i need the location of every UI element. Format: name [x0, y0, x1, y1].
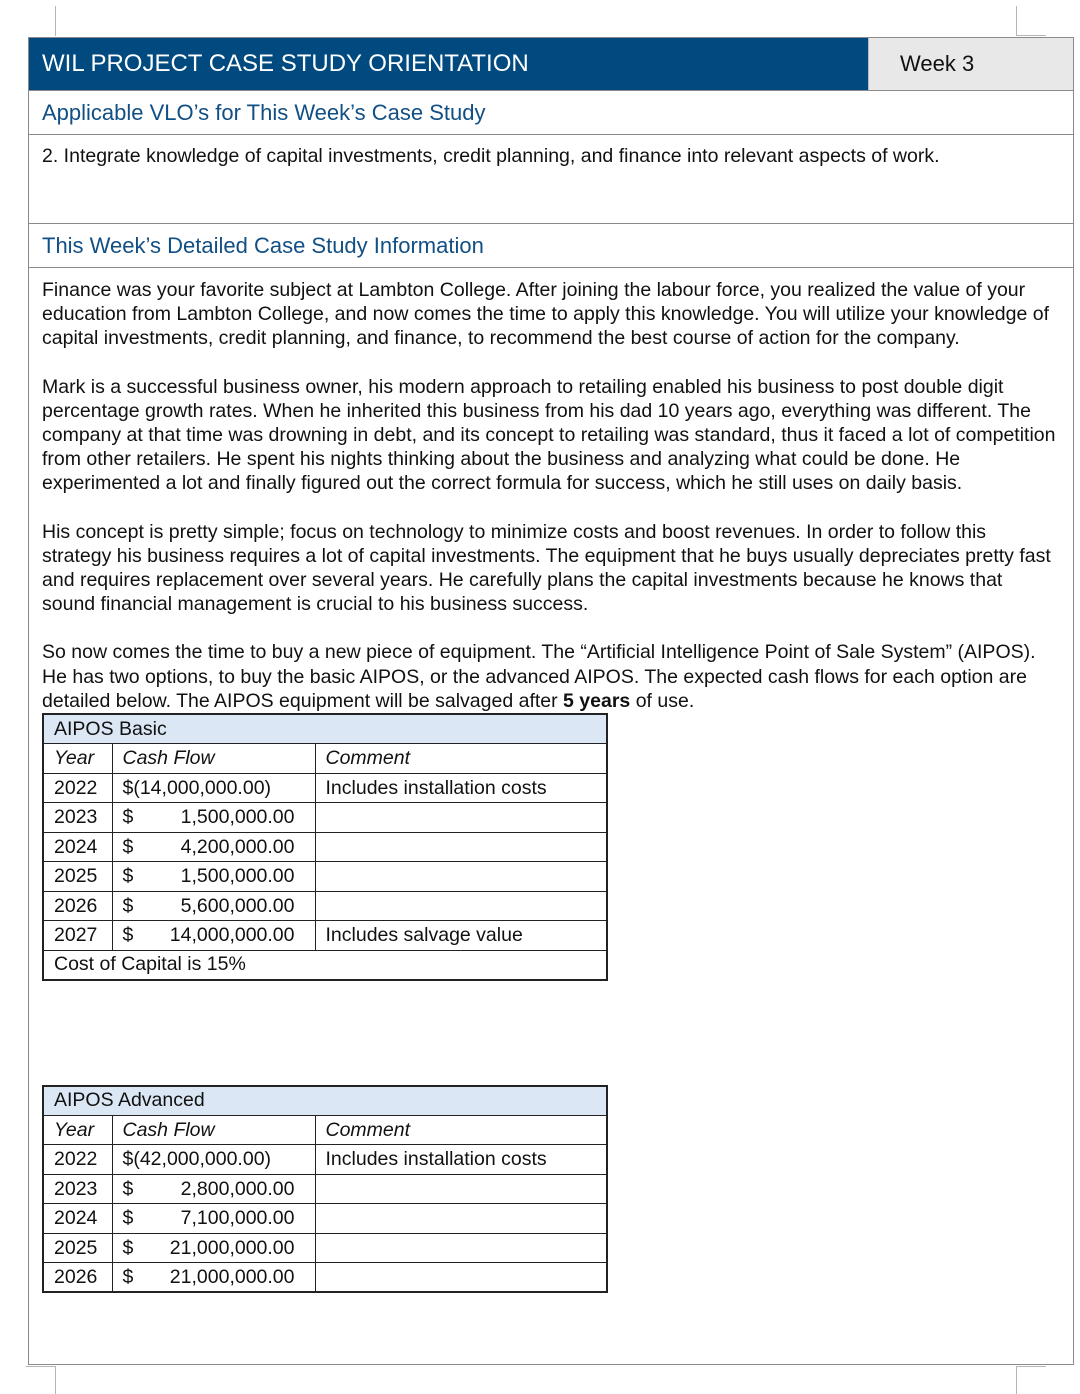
currency-symbol: $ — [122, 806, 134, 829]
cash-flow-cell — [112, 832, 315, 862]
year-cell: 2023 — [43, 1174, 112, 1204]
table-row — [43, 773, 607, 803]
cash-flow-amount: 5,600,000.00 — [180, 894, 295, 917]
cash-flow-cell — [112, 773, 315, 803]
table-title: AIPOS Advanced — [43, 1086, 607, 1116]
comment-cell: Includes salvage value — [315, 921, 607, 951]
vlo-heading: Applicable VLO’s for This Week’s Case Study — [29, 91, 1073, 135]
year-cell: 2027 — [43, 921, 112, 951]
cash-flow-cell — [112, 1174, 315, 1204]
paragraph — [42, 640, 1060, 713]
currency-symbol: $ — [122, 1236, 134, 1259]
cash-flow-cell — [112, 1204, 315, 1234]
comment-cell — [315, 803, 607, 833]
column-header-year: Year — [43, 1115, 112, 1145]
year-cell: 2026 — [43, 1263, 112, 1293]
table-row — [43, 1263, 607, 1293]
currency-symbol: $ — [122, 865, 134, 888]
cash-flow-cell — [112, 1233, 315, 1263]
title-bar — [29, 38, 1073, 91]
comment-cell — [315, 1204, 607, 1234]
table-row — [43, 1204, 607, 1234]
table-footer-row — [43, 950, 607, 980]
table-row — [43, 921, 607, 951]
year-cell: 2026 — [43, 891, 112, 921]
document-title: WIL PROJECT CASE STUDY ORIENTATION — [29, 38, 868, 90]
corner-mark — [55, 1366, 56, 1394]
comment-cell — [315, 1263, 607, 1293]
comment-cell — [315, 862, 607, 892]
comment-cell: Includes installation costs — [315, 773, 607, 803]
cash-flow-amount: $(14,000,000.00) — [122, 776, 272, 799]
year-cell: 2022 — [43, 1145, 112, 1175]
detail-heading: This Week’s Detailed Case Study Information — [29, 224, 1073, 268]
corner-mark — [1016, 35, 1046, 36]
week-label: Week 3 — [868, 38, 1073, 90]
corner-mark — [1016, 6, 1017, 36]
currency-symbol: $ — [122, 1207, 134, 1230]
table-row — [43, 862, 607, 892]
corner-mark — [1016, 1366, 1046, 1367]
cash-flow-amount: 1,500,000.00 — [180, 865, 295, 888]
currency-symbol: $ — [122, 894, 134, 917]
corner-mark — [26, 1366, 56, 1367]
table-row — [43, 832, 607, 862]
currency-symbol: $ — [122, 1265, 134, 1288]
cash-flow-amount: 2,800,000.00 — [180, 1177, 295, 1200]
cash-flow-cell — [112, 1263, 315, 1293]
cash-flow-amount: 21,000,000.00 — [169, 1265, 295, 1288]
paragraph-text: So now comes the time to buy a new piece of equipment. The “Artificial Intelligence Point of Sale System” (AIPOS). He has two options, to buy the basic AIPOS, or the advanced AIPOS. The expected cash flows for each option are detailed below. The AIPOS equipment will be salvaged after — [42, 641, 1036, 712]
table-row — [43, 1145, 607, 1175]
comment-cell: Includes installation costs — [315, 1145, 607, 1175]
cash-flow-cell — [112, 891, 315, 921]
cash-flow-cell — [112, 862, 315, 892]
table-title-row — [43, 714, 607, 744]
column-header-comment: Comment — [315, 744, 607, 774]
column-header-cash-flow: Cash Flow — [112, 1115, 315, 1145]
table-row — [43, 891, 607, 921]
table-title: AIPOS Basic — [43, 714, 607, 744]
table-row — [43, 1233, 607, 1263]
column-header-year: Year — [43, 744, 112, 774]
cash-flow-amount: 1,500,000.00 — [180, 806, 295, 829]
year-cell: 2023 — [43, 803, 112, 833]
cash-flow-amount: 7,100,000.00 — [180, 1207, 295, 1230]
currency-symbol: $ — [122, 1177, 134, 1200]
column-header-comment: Comment — [315, 1115, 607, 1145]
comment-cell — [315, 1174, 607, 1204]
paragraph-text: of use. — [630, 689, 695, 712]
paragraph: Finance was your favorite subject at Lambton College. After joining the labour force, you realized the value of your education from Lambton College, and now comes the time to apply this knowledge. You will utilize your knowledge of capital investments, credit planning, and finance, to recommend the best course of action for the company. — [42, 279, 1050, 350]
corner-mark — [55, 6, 56, 36]
paragraph-emphasis: 5 years — [563, 689, 631, 712]
cash-flow-cell — [112, 1145, 315, 1175]
aipos-basic-table — [42, 713, 608, 981]
table-header-row — [43, 1115, 607, 1145]
column-header-cash-flow: Cash Flow — [112, 744, 315, 774]
detail-body — [29, 268, 1073, 1293]
cost-of-capital: Cost of Capital is 15% — [43, 950, 607, 980]
aipos-advanced-table — [42, 1085, 608, 1294]
cash-flow-cell — [112, 803, 315, 833]
cash-flow-amount: 21,000,000.00 — [169, 1236, 295, 1259]
comment-cell — [315, 832, 607, 862]
year-cell: 2022 — [43, 773, 112, 803]
comment-cell — [315, 891, 607, 921]
comment-cell — [315, 1233, 607, 1263]
cash-flow-amount: 14,000,000.00 — [169, 924, 295, 947]
cash-flow-cell — [112, 921, 315, 951]
paragraph: His concept is pretty simple; focus on technology to minimize costs and boost revenues. In order to follow this strategy his business requires a lot of capital investments. The equipment that he buys usually depreciates pretty fast and requires replacement over several years. He carefully plans the capital investments because he knows that sound financial management is crucial to his business success. — [42, 520, 1051, 616]
cash-flow-amount: 4,200,000.00 — [180, 835, 295, 858]
spacer — [42, 981, 1060, 1085]
corner-mark — [1016, 1366, 1017, 1394]
year-cell: 2025 — [43, 862, 112, 892]
table-header-row — [43, 744, 607, 774]
table-row — [43, 803, 607, 833]
vlo-text: 2. Integrate knowledge of capital investments, credit planning, and finance into relevant aspects of work. — [29, 135, 1073, 224]
year-cell: 2024 — [43, 1204, 112, 1234]
table-row — [43, 1174, 607, 1204]
currency-symbol: $ — [122, 924, 134, 947]
document-frame — [28, 37, 1074, 1365]
currency-symbol: $ — [122, 835, 134, 858]
table-title-row — [43, 1086, 607, 1116]
paragraph: Mark is a successful business owner, his modern approach to retailing enabled his business to post double digit percentage growth rates. When he inherited this business from his dad 10 years ago, everything was different. The company at that time was drowning in debt, and its concept to retailing was standard, thus it faced a lot of competition from other retailers. He spent his nights thinking about the business and analyzing what could be done. He experimented a lot and finally figured out the correct formula for success, which he still uses on daily basis. — [42, 375, 1056, 495]
year-cell: 2024 — [43, 832, 112, 862]
year-cell: 2025 — [43, 1233, 112, 1263]
cash-flow-amount: $(42,000,000.00) — [122, 1148, 272, 1171]
